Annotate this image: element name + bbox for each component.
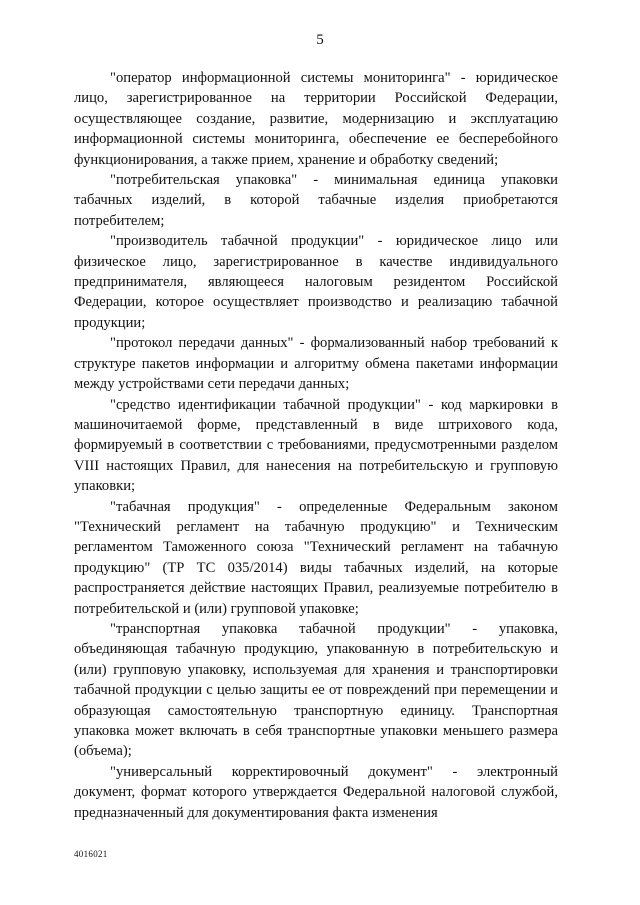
definition-paragraph-tobacco-products: "табачная продукция" - определенные Федеральным законом "Технический регламент на табачную продукцию" и Техническим регламентом Таможенного союза "Технический регламент на табачную продукцию" (ТР ТС 035/2014) виды табачных изделий, на которые распространяется действие настоящих Правил, реализуемые потребителю в потребительской и (или) групповой упаковке; <box>74 498 558 617</box>
definition-paragraph-consumer-package: "потребительская упаковка" - минимальная единица упаковки табачных изделий, в которой табачные изделия приобретаются потребителем; <box>74 172 558 229</box>
document-code: 4016021 <box>74 849 108 859</box>
definition-paragraph-producer: "производитель табачной продукции" - юридическое лицо или физическое лицо, зарегистрированное в качестве индивидуального предпринимателя, являющееся налоговым резидентом Российской Федерации, которое осуществляет производство и реализацию табачной продукции; <box>74 233 558 331</box>
definition-paragraph-transport-package: "транспортная упаковка табачной продукции" - упаковка, объединяющая табачную продукцию, упакованную в потребительскую и (или) групповую упаковку, используемая для хранения и транспортировки табачной продукции с целью защиты ее от повреждений при перемещении и образующая самостоятельную транспортную единицу. Транспортная упаковка может включать в себя транспортные упаковки меньшего размера (объема); <box>74 620 558 760</box>
definition-paragraph-correction-document: "универсальный корректировочный документ" - электронный документ, формат которого утверждается Федеральной налоговой службой, предназначенный для документирования факта изменения <box>74 763 558 821</box>
definition-paragraph-operator: "оператор информационной системы мониторинга" - юридическое лицо, зарегистрированное на территории Российской Федерации, осуществляющее создание, развитие, модернизацию и эксплуатацию информационной системы мониторинга, обеспечение ее бесперебойного функционирования, а также прием, хранение и обработку сведений; <box>74 70 558 168</box>
document-body <box>74 68 558 823</box>
definition-paragraph-data-protocol: "протокол передачи данных" - формализованный набор требований к структуре пакетов информации и алгоритму обмена пакетами информации между устройствами сети передачи данных; <box>74 335 558 393</box>
page-number: 5 <box>316 32 324 48</box>
definition-paragraph-identification-means: "средство идентификации табачной продукции" - код маркировки в машиночитаемой форме, представленный в виде штрихового кода, формируемый в соответствии с требованиями, предусмотренными разделом VIII настоящих Правил, для нанесения на потребительскую и групповую упаковки; <box>74 396 558 495</box>
